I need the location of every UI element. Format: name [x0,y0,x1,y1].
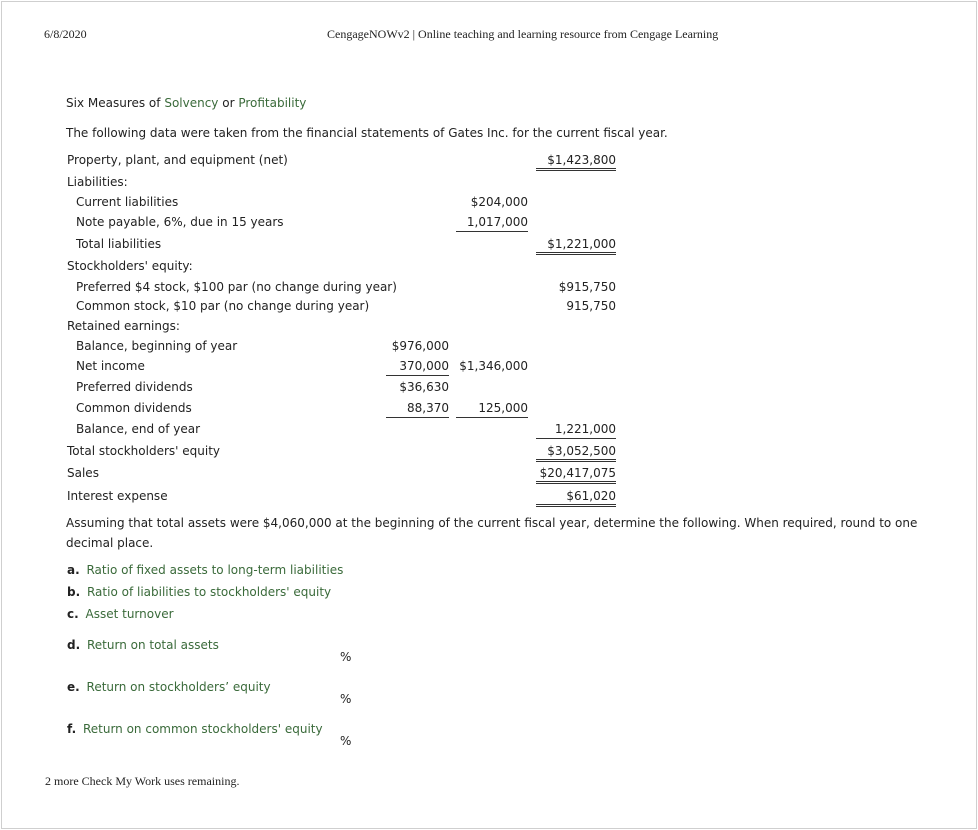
net-income-label: Net income [76,359,145,373]
note-payable-label: Note payable, 6%, due in 15 years [76,215,284,229]
total-se-value: $3,052,500 [536,444,616,462]
question-text: Asset turnover [85,607,174,621]
problem-title-prefix: Six Measures of [66,96,165,110]
question-letter: f. [67,722,77,736]
interest-expense-label: Interest expense [67,489,168,503]
common-dividends-label: Common dividends [76,401,192,415]
percent-unit-e: % [340,692,352,706]
dividends-total-value: 125,000 [456,401,528,418]
question-text: Return on common stockholders' equity [82,722,323,736]
question-letter: b. [67,585,81,599]
question-b [67,585,331,599]
question-e [67,680,271,694]
re-subtotal-value: $1,346,000 [459,359,528,373]
liabilities-label: Liabilities: [67,175,128,189]
instructions-line2: decimal place. [66,536,154,550]
question-letter: a. [67,563,80,577]
instructions-line1: Assuming that total assets were $4,060,000 at the beginning of the current fiscal year, determine the following. When required, round to one [66,516,918,530]
problem-title [66,96,306,110]
net-income-value: 370,000 [386,359,449,376]
question-d [67,638,219,652]
question-text: Ratio of liabilities to stockholders' equity [86,585,332,599]
question-text: Ratio of fixed assets to long-term liabilities [86,563,344,577]
total-liabilities-value: $1,221,000 [536,237,616,255]
stockholders-equity-label: Stockholders' equity: [67,259,193,273]
page-header-title: CengageNOWv2 | Online teaching and learning resource from Cengage Learning [327,27,719,41]
common-stock-label: Common stock, $10 par (no change during year) [76,299,370,313]
preferred-dividends-label: Preferred dividends [76,380,193,394]
current-liabilities-value: $204,000 [470,195,528,209]
common-dividends-value: 88,370 [386,401,449,418]
interest-expense-value: $61,020 [536,489,616,507]
profitability-link[interactable]: Profitability [238,96,307,110]
check-my-work-remaining: 2 more Check My Work uses remaining. [45,774,240,788]
problem-intro: The following data were taken from the financial statements of Gates Inc. for the current fiscal year. [66,126,668,140]
question-a [67,563,343,577]
question-letter: d. [67,638,81,652]
sales-value: $20,417,075 [536,466,616,484]
problem-title-or: or [218,96,239,110]
total-liabilities-label: Total liabilities [76,237,162,251]
percent-unit-f: % [340,734,352,748]
question-text: Return on stockholders’ equity [86,680,271,694]
note-payable-value: 1,017,000 [456,215,528,232]
preferred-stock-label: Preferred $4 stock, $100 par (no change during year) [76,280,397,294]
current-liabilities-label: Current liabilities [76,195,179,209]
sales-label: Sales [67,466,99,480]
re-beginning-label: Balance, beginning of year [76,339,238,353]
question-letter: c. [67,607,79,621]
solvency-link[interactable]: Solvency [164,96,219,110]
total-se-label: Total stockholders' equity [67,444,221,458]
ppe-value: $1,423,800 [536,153,616,171]
retained-earnings-label: Retained earnings: [67,319,180,333]
common-stock-value: 915,750 [566,299,616,313]
ppe-label: Property, plant, and equipment (net) [67,153,288,167]
preferred-stock-value: $915,750 [558,280,616,294]
percent-unit-d: % [340,650,352,664]
question-f [67,722,323,736]
re-end-label: Balance, end of year [76,422,201,436]
question-c [67,607,174,621]
question-letter: e. [67,680,80,694]
print-date: 6/8/2020 [44,27,87,41]
question-text: Return on total assets [86,638,219,652]
re-end-value: 1,221,000 [536,422,616,439]
re-beginning-value: $976,000 [391,339,449,353]
preferred-dividends-value: $36,630 [399,380,449,394]
